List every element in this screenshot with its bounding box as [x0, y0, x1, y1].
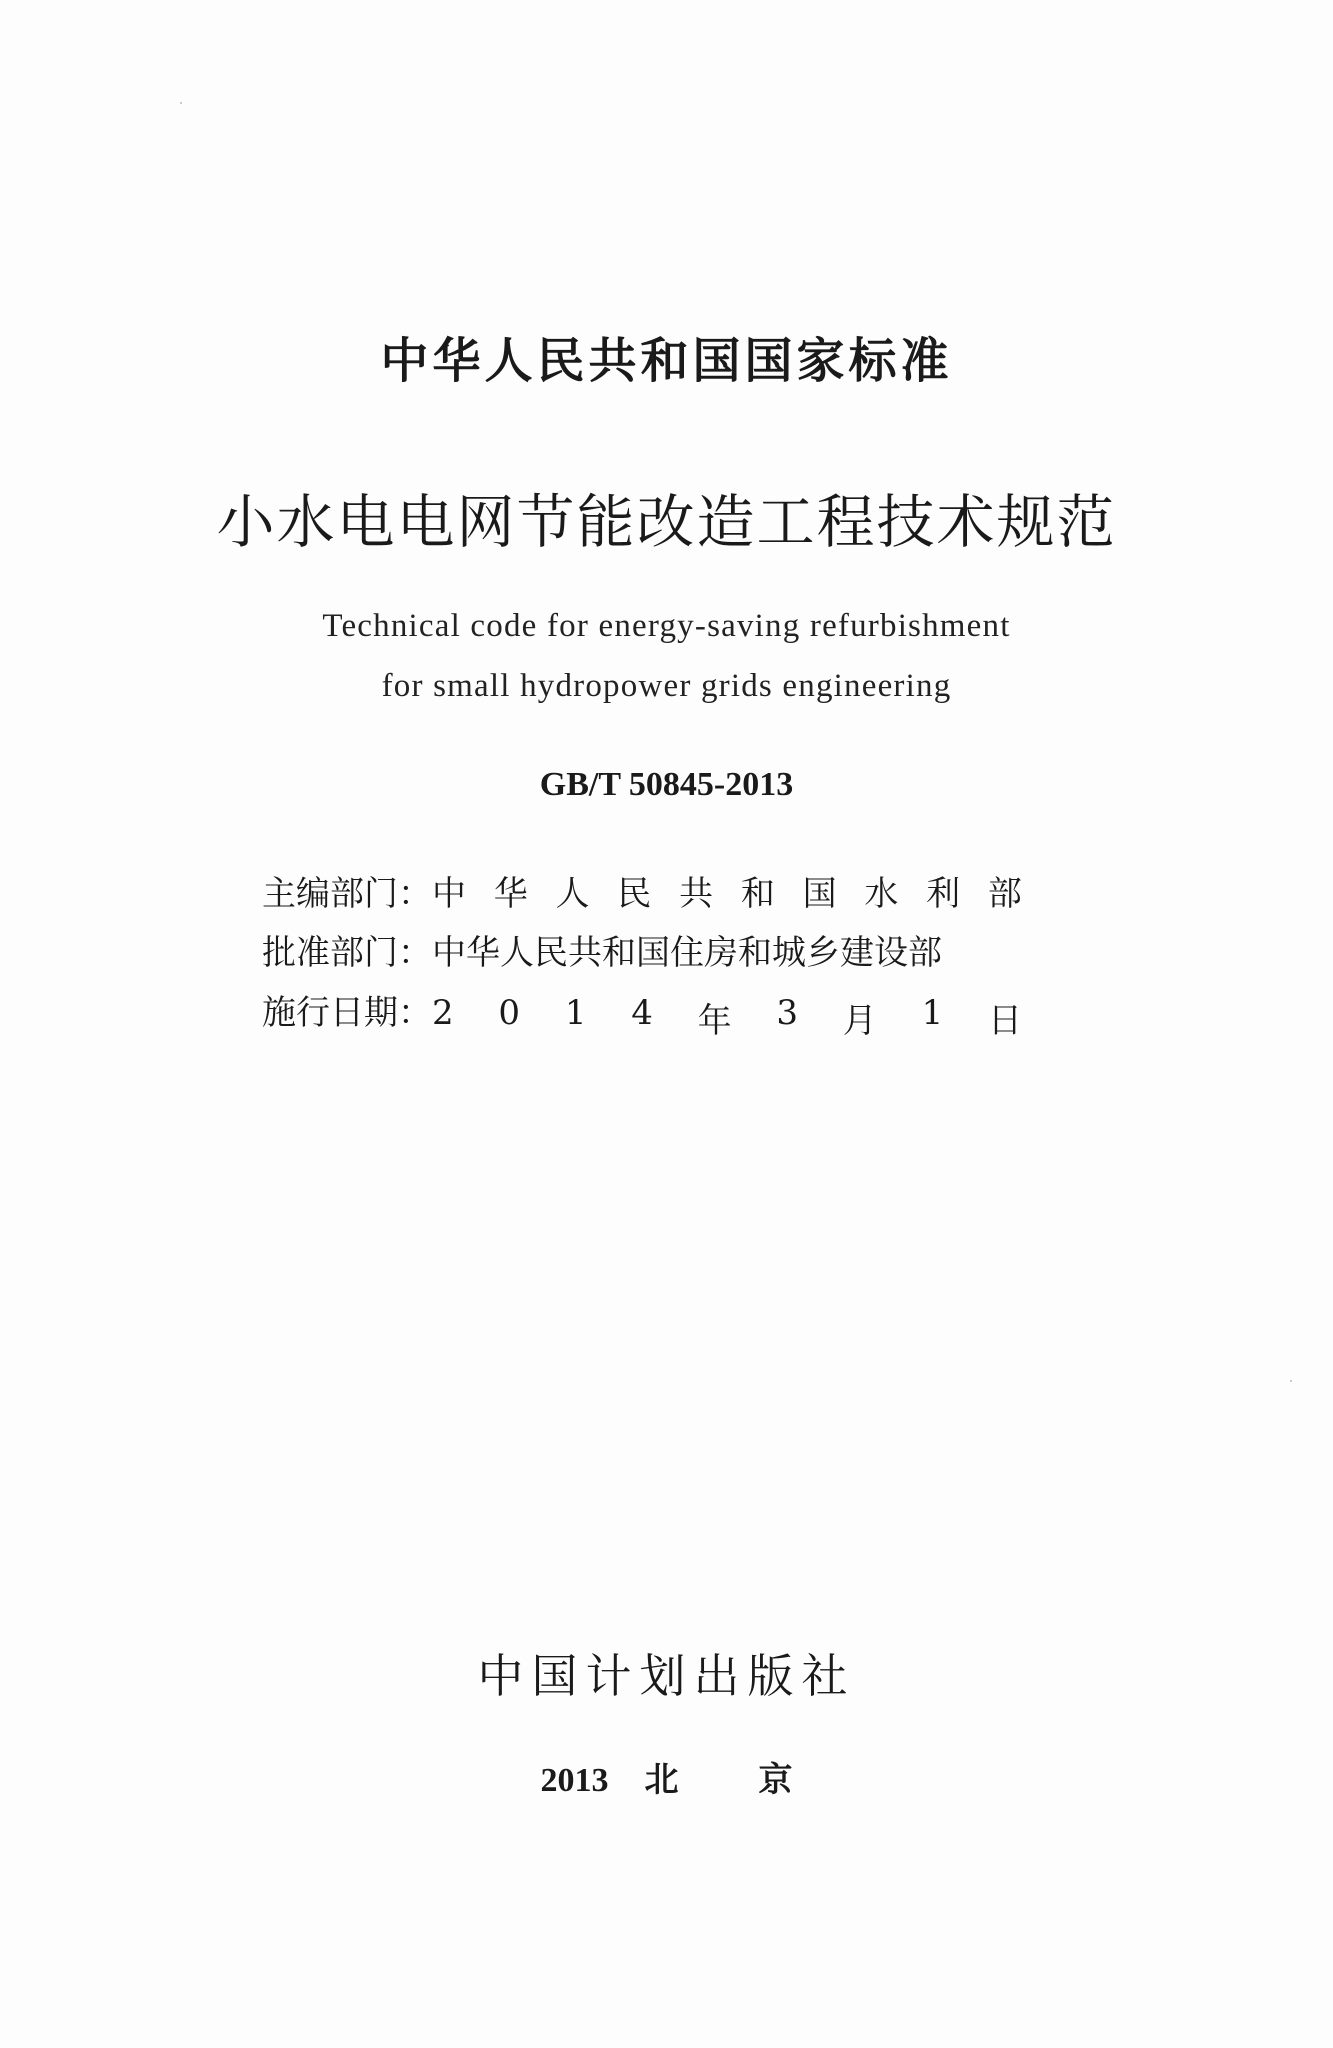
english-title-line-1: Technical code for energy-saving refurbishment: [322, 608, 1011, 644]
effective-date-row: [262, 985, 1022, 1041]
effective-date-value: 2 0 1 4 年 3 月 1 日: [432, 993, 1022, 1041]
scan-speck: [1290, 1380, 1292, 1382]
publisher-name: 中国计划出版社: [477, 1649, 856, 1703]
publication-city-char-2: 京: [758, 1760, 793, 1800]
scan-speck: [180, 102, 182, 104]
publication-year: 2013: [540, 1762, 609, 1799]
english-title-line-2: for small hydropower grids engineering: [381, 668, 952, 704]
editor-department-label: 主编部门：: [262, 874, 432, 914]
approver-department-label: 批准部门：: [262, 933, 432, 973]
publication-year-place: [0, 1752, 1333, 1801]
editor-department-row: [262, 866, 1022, 916]
approver-department-row: [262, 925, 1022, 975]
standard-category: 中华人民共和国国家标准: [380, 333, 953, 389]
effective-date-label: 施行日期：: [262, 993, 432, 1033]
chinese-title: 小水电电网节能改造工程技术规范: [216, 488, 1117, 556]
standard-code: GB/T 50845-2013: [539, 766, 794, 803]
editor-department-value: 中 华 人 民 共 和 国 水 利 部: [432, 874, 1022, 914]
approver-department-value: 中华人民共和国住房和城乡建设部: [432, 933, 942, 973]
publication-city-char-1: 北: [644, 1760, 679, 1800]
